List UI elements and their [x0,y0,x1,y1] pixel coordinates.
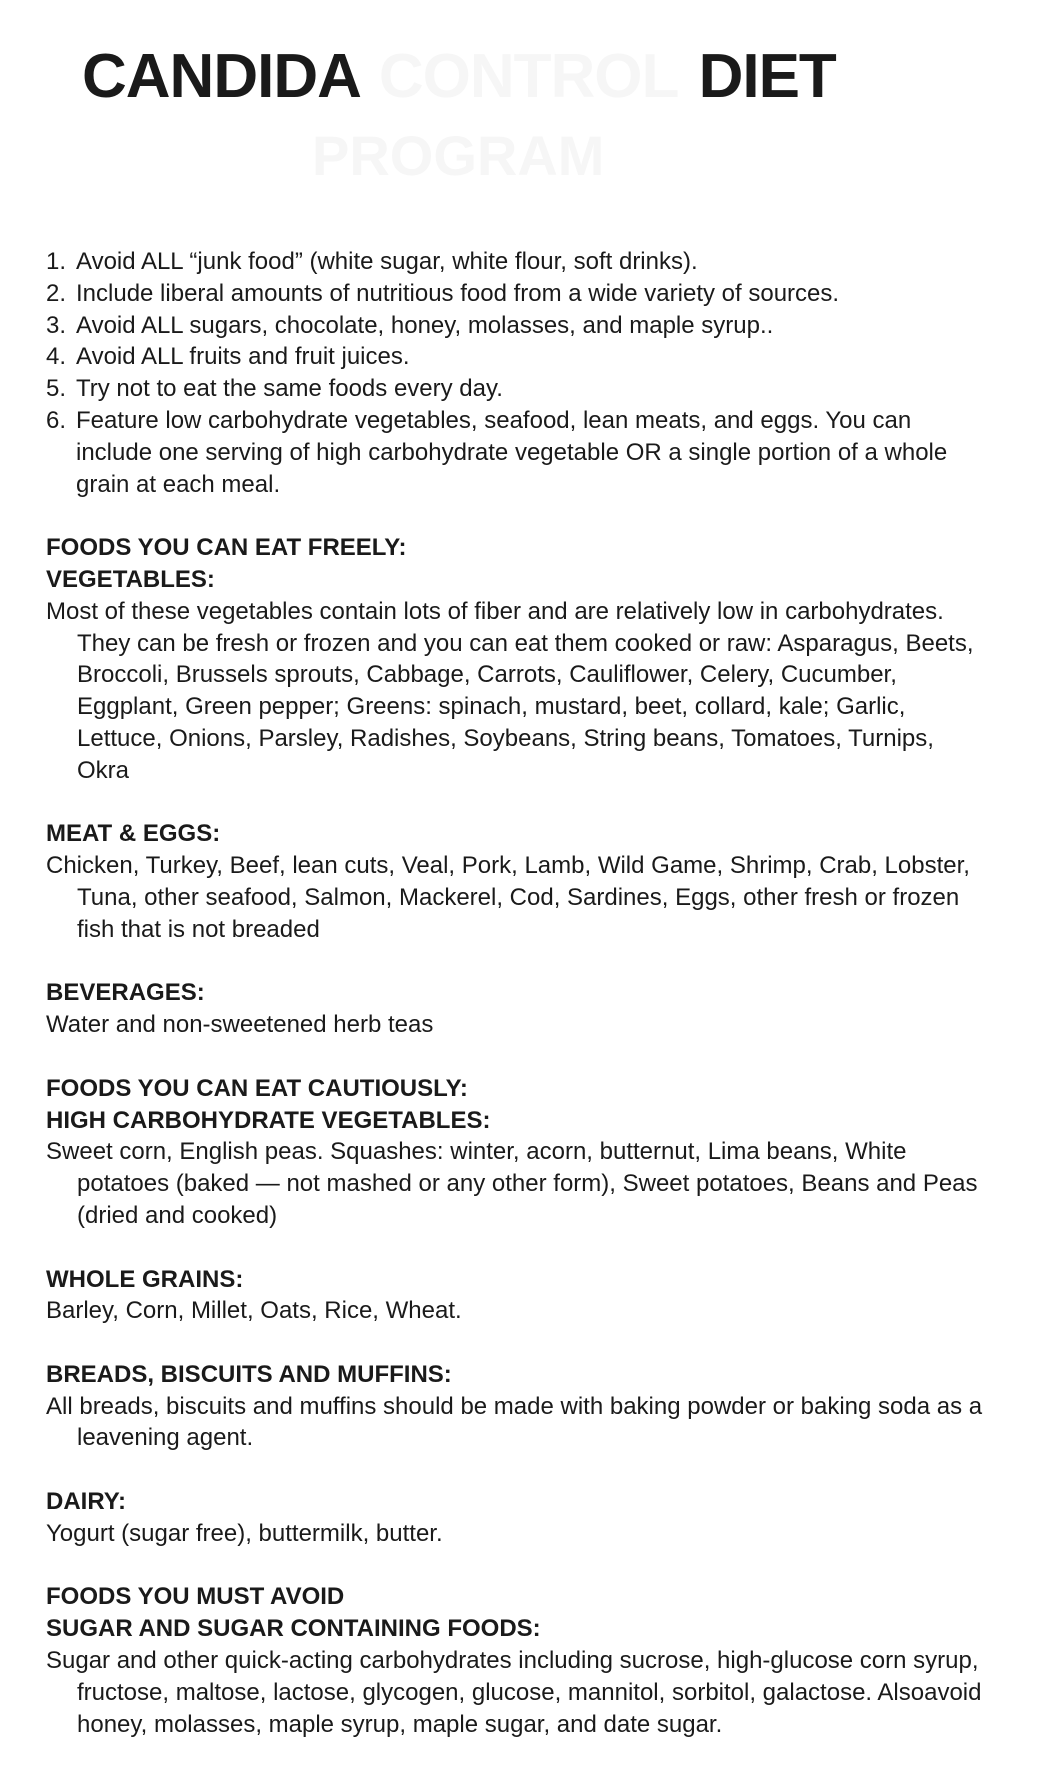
list-item [46,405,986,500]
list-item-number: 2. [46,279,67,307]
section-heading: FOODS YOU MUST AVOID [46,1583,345,1611]
section-eat-cautiously [46,1073,986,1232]
list-item [46,373,986,405]
section-meat-eggs [46,818,986,945]
subsection-heading: MEAT & EGGS: [46,820,221,848]
subsection-heading: BEVERAGES: [46,979,205,1007]
list-item-text: Avoid ALL fruits and fruit juices. [76,343,410,371]
list-item-text: Feature low carbohydrate vegetables, seafood, lean meats, and eggs. You can include one serving of high carbohydrate vegetable OR a single portion of a whole grain at each meal. [76,406,948,498]
subsection-heading: VEGETABLES: [46,565,215,593]
section-beverages [46,977,986,1041]
list-item-text: Avoid ALL “junk food” (white sugar, white flour, soft drinks). [76,248,698,275]
page-title [82,42,836,111]
list-item-text: Avoid ALL sugars, chocolate, honey, molasses, and maple syrup.. [76,311,774,339]
section-must-avoid [46,1581,986,1740]
rules-list [46,246,986,500]
subsection-heading: WHOLE GRAINS: [46,1265,244,1293]
section-breads [46,1359,986,1454]
whole-grains-text: Barley, Corn, Millet, Oats, Rice, Wheat. [46,1297,462,1325]
section-heading: FOODS YOU CAN EAT FREELY: [46,534,407,562]
subsection-heading: HIGH CARBOHYDRATE VEGETABLES: [46,1106,491,1134]
title-word-program: PROGRAM [312,124,605,187]
list-item [46,341,986,373]
dairy-text: Yogurt (sugar free), buttermilk, butter. [46,1519,443,1547]
title-word-control: CONTROL [378,42,679,111]
title-word-diet: DIET [698,42,836,111]
beverages-text: Water and non-sweetened herb teas [46,1011,434,1039]
meat-eggs-text: Chicken, Turkey, Beef, lean cuts, Veal, Pork, Lamb, Wild Game, Shrimp, Crab, Lobster, Tuna, other seafood, Salmon, Mackerel, Cod, Sardines, Eggs, other fresh or frozen fish that is not breaded [46,852,970,943]
list-item [46,310,986,342]
subsection-heading: BREADS, BISCUITS AND MUFFINS: [46,1360,452,1388]
list-item-number: 5. [46,375,67,403]
section-eat-freely [46,532,986,786]
list-item [46,246,986,278]
list-item-text: Try not to eat the same foods every day. [76,375,503,403]
breads-text: All breads, biscuits and muffins should be made with baking powder or baking soda as a leavening agent. [46,1392,983,1452]
list-item-number: 1. [46,248,67,275]
list-item-number: 3. [46,311,67,339]
list-item-text: Include liberal amounts of nutritious food from a wide variety of sources. [76,279,840,307]
subsection-heading: SUGAR AND SUGAR CONTAINING FOODS: [46,1615,541,1643]
title-word-candida: CANDIDA [82,42,359,111]
vegetables-text: Most of these vegetables contain lots of fiber and are relatively low in carbohydrates. They can be fresh or frozen and you can eat them cooked or raw: Asparagus, Beets, Broccoli, Brussels sprouts, Cabbage, Carrots, Cauliflower, Celery, Cucumber, Eggplant, Green pepper; Greens: spinach, mustard, beet, collard, kale; Garlic, Lettuce, Onions, Parsley, Radishes, Soybeans, String beans, Tomatoes, Turnips, Okra [46,597,974,784]
list-item-number: 4. [46,343,67,371]
document-body [46,246,986,1740]
section-dairy [46,1486,986,1550]
subsection-heading: DAIRY: [46,1488,126,1516]
section-whole-grains [46,1264,986,1328]
list-item [46,278,986,310]
sugar-text: Sugar and other quick-acting carbohydrates including sucrose, high-glucose corn syrup, fructose, maltose, lactose, glycogen, glucose, mannitol, sorbitol, galactose. Alsoavoid honey, molasses, maple syrup, maple sugar, and date sugar. [46,1647,982,1738]
high-carb-vegetables-text: Sweet corn, English peas. Squashes: winter, acorn, butternut, Lima beans, White potatoes (baked — not mashed or any other form), Sweet potatoes, Beans and Peas (dried and cooked) [46,1138,978,1229]
section-heading: FOODS YOU CAN EAT CAUTIOUSLY: [46,1074,468,1102]
list-item-number: 6. [46,406,67,434]
